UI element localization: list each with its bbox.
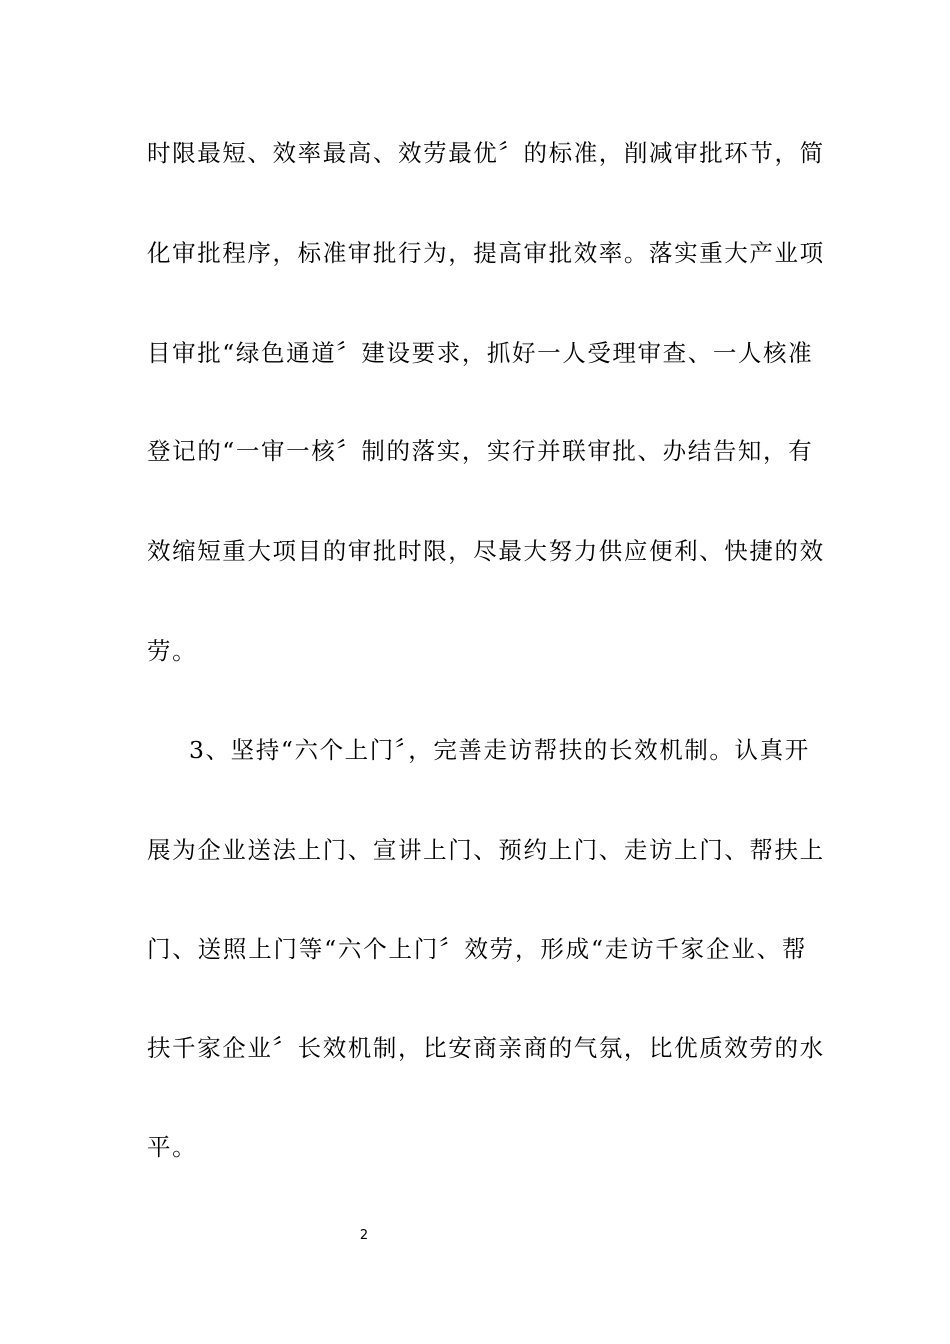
text-line: 劳。 (147, 637, 198, 665)
text-line: 化审批程序，标准审批行为，提高审批效率。落实重大产业项 (147, 239, 825, 267)
text-line: 登记的“一审一核〞制的落实，实行并联审批、办结告知，有 (147, 437, 814, 465)
text-line: 展为企业送法上门、宣讲上门、预约上门、走访上门、帮扶上 (147, 836, 825, 864)
text-line: 门、送照上门等“六个上门〞效劳，形成“走访千家企业、帮 (147, 935, 807, 963)
text-line: 时限最短、效率最高、效劳最优〞的标准，削减审批环节，简 (147, 139, 825, 167)
text-line: 扶千家企业〞长效机制，比安商亲商的气氛，比优质效劳的水 (147, 1034, 825, 1062)
text-line: 平。 (147, 1133, 198, 1161)
text-line: 3、坚持“六个上门〞，完善走访帮扶的长效机制。认真开 (189, 736, 810, 764)
text-line: 目审批“绿色通道〞建设要求，抓好一人受理审查、一人核准 (147, 339, 814, 367)
page-number: 2 (359, 1228, 369, 1243)
text-line: 效缩短重大项目的审批时限，尽最大努力供应便利、快捷的效 (147, 537, 825, 565)
